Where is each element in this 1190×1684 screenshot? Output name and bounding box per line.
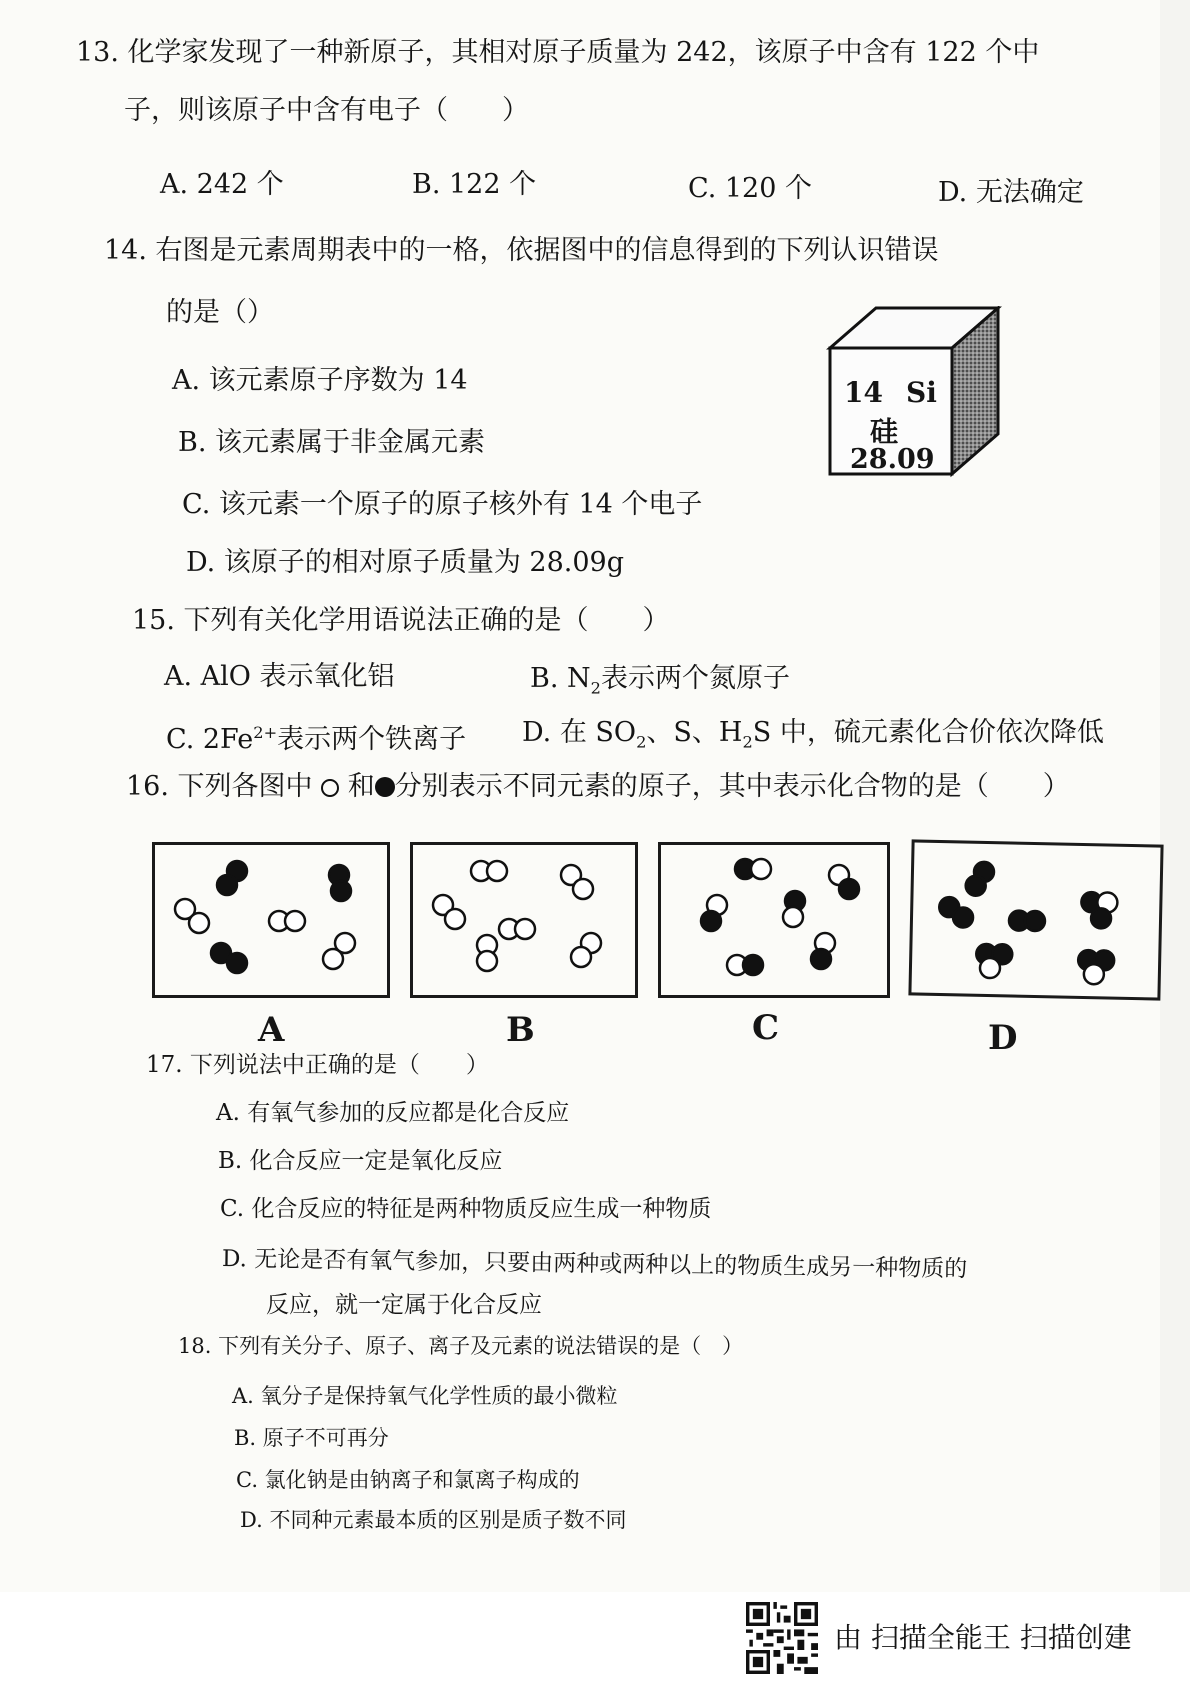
diagram-d-molecules xyxy=(911,842,1160,997)
diagram-b-molecules xyxy=(413,845,635,995)
q18-stem: 18. 下列有关分子、原子、离子及元素的说法错误的是（ ） xyxy=(178,1334,744,1358)
q13-option-d: D. 无法确定 xyxy=(938,177,1084,208)
scanner-watermark-text: 由 扫描全能王 扫描创建 xyxy=(834,1621,1132,1654)
q13-option-c: C. 120 个 xyxy=(688,173,812,204)
q15-option-b: B. $N_2$表示两个氮原子 xyxy=(530,663,790,698)
cell-symbol: Si xyxy=(906,376,937,409)
diagram-a xyxy=(152,842,390,998)
q13-stem-line2: 子，则该原子中含有电子（ ） xyxy=(124,95,529,126)
filled-circle-icon xyxy=(375,777,395,797)
q14-stem-line2: 的是（） xyxy=(166,297,274,328)
q14-option-d: D. 该原子的相对原子质量为 28.09g xyxy=(186,547,625,578)
q18-option-a: A. 氧分子是保持氧气化学性质的最小微粒 xyxy=(232,1384,618,1408)
diagram-c xyxy=(658,842,890,998)
q14-option-b: B. 该元素属于非金属元素 xyxy=(178,427,486,458)
q18-option-c: C. 氯化钠是由钠离子和氯离子构成的 xyxy=(236,1468,580,1492)
q15-option-d: D. 在 $SO_2$、S、$H_2S$ 中，硫元素化合价依次降低 xyxy=(522,717,1104,752)
qr-code-icon[interactable] xyxy=(746,1602,818,1674)
q17-option-d-line2: 反应，就一定属于化合反应 xyxy=(266,1292,542,1318)
cell-atomic-mass: 28.09 xyxy=(850,444,935,475)
open-circle-icon xyxy=(321,779,339,797)
q17-option-c: C. 化合反应的特征是两种物质反应生成一种物质 xyxy=(220,1196,712,1222)
q16-stem: 16. 下列各图中 和 分别表示不同元素的原子，其中表示化合物的是（ ） xyxy=(126,771,1070,802)
q17-option-a: A. 有氧气参加的反应都是化合反应 xyxy=(216,1100,570,1126)
diagram-label-c: C xyxy=(752,1008,780,1048)
q17-option-b: B. 化合反应一定是氧化反应 xyxy=(218,1148,503,1174)
periodic-table-cell xyxy=(826,306,1002,478)
q13-option-a: A. 242 个 xyxy=(160,169,284,200)
q17-stem: 17. 下列说法中正确的是（ ） xyxy=(146,1052,489,1078)
q15-stem: 15. 下列有关化学用语说法正确的是（ ） xyxy=(132,605,670,636)
q18-option-d: D. 不同种元素最本质的区别是质子数不同 xyxy=(240,1508,627,1532)
diagram-label-d: D xyxy=(988,1018,1018,1058)
q15-option-c: C. $2Fe^{2+}$表示两个铁离子 xyxy=(166,723,467,755)
q14-option-a: A. 该元素原子序数为 14 xyxy=(172,365,468,396)
diagram-a-molecules xyxy=(155,845,387,995)
diagram-label-a: A xyxy=(258,1010,285,1050)
diagram-c-molecules xyxy=(661,845,887,995)
q18-option-b: B. 原子不可再分 xyxy=(234,1426,389,1450)
q17-option-d-line1: D. 无论是否有氧气参加，只要由两种或两种以上的物质生成另一种物质的 xyxy=(221,1246,968,1283)
cell-atomic-number: 14 xyxy=(844,376,883,409)
cell-element-name: 硅 xyxy=(870,415,899,448)
diagram-b xyxy=(410,842,638,998)
q13-stem-line1: 13. 化学家发现了一种新原子，其相对原子质量为 242，该原子中含有 122 个中 xyxy=(76,37,1040,68)
q14-stem-line1: 14. 右图是元素周期表中的一格，依据图中的信息得到的下列认识错误 xyxy=(104,235,939,266)
q15-option-a: A. AlO 表示氧化铝 xyxy=(164,661,395,692)
q14-option-c: C. 该元素一个原子的原子核外有 14 个电子 xyxy=(182,489,703,520)
q13-option-b: B. 122 个 xyxy=(412,169,537,200)
diagram-label-b: B xyxy=(506,1010,535,1050)
diagram-d xyxy=(908,839,1163,1000)
